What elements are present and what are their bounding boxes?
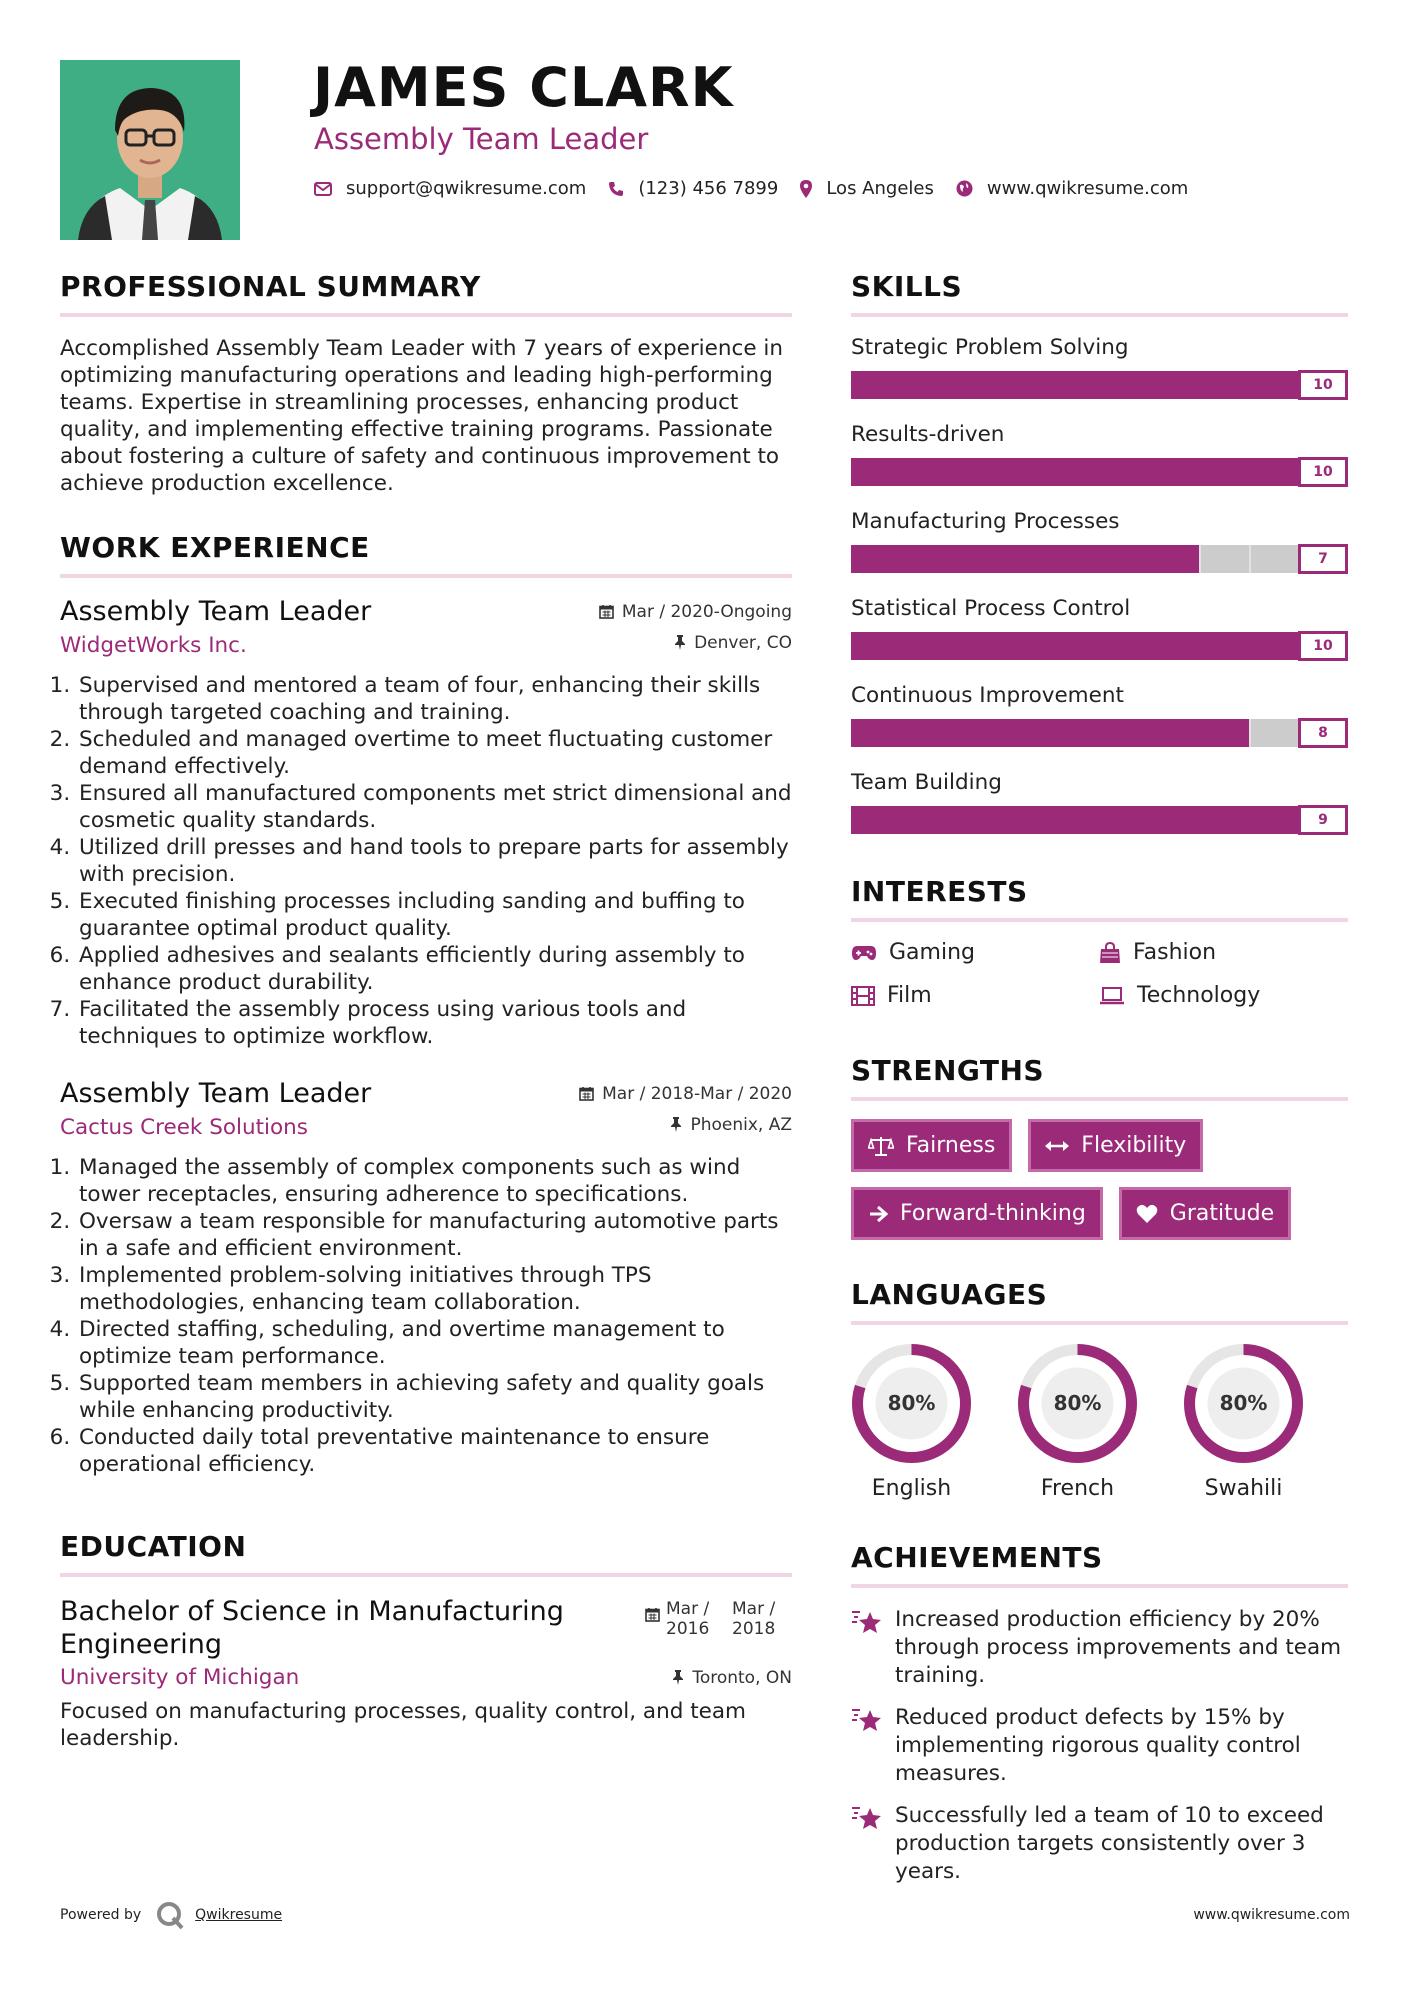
skill-bar-fill bbox=[851, 632, 1348, 660]
list-item: 1. Managed the assembly of complex components such as wind tower receptacles, ensuring adherence to specifications. bbox=[77, 1154, 792, 1208]
skill-score: 10 bbox=[1298, 457, 1348, 487]
contact-website[interactable] bbox=[956, 178, 1188, 199]
list-item: 4. Directed staffing, scheduling, and overtime management to optimize team performance. bbox=[77, 1316, 792, 1370]
skill-bar-fill bbox=[851, 458, 1348, 486]
languages-list bbox=[851, 1343, 1348, 1501]
language-gauge bbox=[1017, 1343, 1138, 1464]
globe-icon bbox=[956, 180, 973, 197]
location-text: Los Angeles bbox=[826, 178, 934, 199]
job-entry bbox=[60, 596, 792, 1050]
achievement-item: Increased production efficiency by 20% through process improvements and team training. bbox=[851, 1606, 1348, 1690]
pushpin-icon bbox=[674, 635, 686, 650]
interest-item: Fashion bbox=[1099, 940, 1347, 965]
job-dates: Mar / 2018-Mar / 2020 bbox=[579, 1084, 792, 1104]
summary-heading: PROFESSIONAL SUMMARY bbox=[60, 270, 792, 317]
left-column bbox=[60, 270, 792, 1786]
skills-list bbox=[851, 335, 1348, 835]
list-item: 7. Facilitated the assembly process using various tools and techniques to optimize workflow. bbox=[77, 996, 792, 1050]
experience-heading: WORK EXPERIENCE bbox=[60, 531, 792, 578]
language-name: English bbox=[871, 1476, 952, 1501]
achievement-item: Successfully led a team of 10 to exceed production targets consistently over 3 years. bbox=[851, 1802, 1348, 1886]
list-item: 2. Scheduled and managed overtime to meet fluctuating customer demand effectively. bbox=[77, 726, 792, 780]
right-column bbox=[851, 270, 1348, 1900]
interests-list bbox=[851, 940, 1348, 1008]
interest-item: Film bbox=[851, 983, 1099, 1008]
arrow-right-icon bbox=[868, 1205, 888, 1223]
company-name: Cactus Creek Solutions bbox=[60, 1115, 309, 1140]
envelope-icon bbox=[314, 182, 332, 196]
footer-powered-by: Powered by Qwikresume bbox=[60, 1900, 282, 1930]
school-name: University of Michigan bbox=[60, 1665, 300, 1690]
skill-bar bbox=[851, 631, 1348, 661]
strength-tag: Gratitude bbox=[1119, 1187, 1291, 1240]
shooting-star-icon bbox=[851, 1804, 883, 1832]
gauge-label: 80% bbox=[1053, 1391, 1102, 1415]
gauge-label: 80% bbox=[887, 1391, 936, 1415]
achievements-list bbox=[851, 1606, 1348, 1886]
skill-bar-fill bbox=[851, 545, 1199, 573]
phone-text: (123) 456 7899 bbox=[638, 178, 779, 199]
strength-tag: Flexibility bbox=[1028, 1119, 1203, 1172]
degree-title: Bachelor of Science in Manufacturing Engineering bbox=[60, 1596, 564, 1660]
list-item: 1. Supervised and mentored a team of four, enhancing their skills through targeted coaching and training. bbox=[77, 672, 792, 726]
skill-score: 9 bbox=[1298, 805, 1348, 835]
map-marker-icon bbox=[800, 180, 812, 198]
list-item: 4. Utilized drill presses and hand tools to prepare parts for assembly with precision. bbox=[77, 834, 792, 888]
job-location: Denver, CO bbox=[674, 633, 792, 653]
skill-score: 8 bbox=[1298, 718, 1348, 748]
education-location: Toronto, ON bbox=[672, 1668, 792, 1688]
calendar-icon bbox=[599, 604, 614, 619]
skill-bar-fill bbox=[851, 371, 1348, 399]
laptop-icon bbox=[1099, 987, 1125, 1005]
skill-name: Statistical Process Control bbox=[851, 596, 1131, 621]
gauge-label: 80% bbox=[1219, 1391, 1268, 1415]
qwikresume-logo-icon bbox=[155, 1900, 185, 1930]
language-item bbox=[1017, 1343, 1138, 1501]
contact-bar bbox=[314, 178, 1210, 199]
job-entry bbox=[60, 1078, 792, 1478]
skill-name: Strategic Problem Solving bbox=[851, 335, 1129, 360]
gamepad-icon bbox=[851, 945, 877, 961]
achievement-item: Reduced product defects by 15% by implementing rigorous quality control measures. bbox=[851, 1704, 1348, 1788]
interest-item: Technology bbox=[1099, 983, 1347, 1008]
list-item: 5. Supported team members in achieving safety and quality goals while enhancing productivity. bbox=[77, 1370, 792, 1424]
interests-heading: INTERESTS bbox=[851, 875, 1348, 922]
calendar-icon bbox=[579, 1086, 594, 1101]
phone-icon bbox=[608, 181, 624, 197]
strengths-list bbox=[851, 1119, 1348, 1240]
achievements-heading: ACHIEVEMENTS bbox=[851, 1541, 1348, 1588]
education-start: Mar / 2016 bbox=[666, 1599, 710, 1639]
education-end: Mar / 2018 bbox=[732, 1599, 776, 1639]
company-name: WidgetWorks Inc. bbox=[60, 633, 247, 658]
duty-list bbox=[60, 672, 792, 1050]
profile-photo bbox=[60, 60, 240, 240]
skill-bar bbox=[851, 370, 1348, 400]
skill-bar-fill bbox=[851, 806, 1298, 834]
heart-icon bbox=[1136, 1204, 1158, 1224]
contact-location bbox=[800, 178, 934, 199]
film-icon bbox=[851, 986, 875, 1006]
language-gauge bbox=[851, 1343, 972, 1464]
skill-name: Team Building bbox=[851, 770, 1002, 795]
calendar-icon bbox=[645, 1607, 660, 1622]
duty-list bbox=[60, 1154, 792, 1478]
skills-heading: SKILLS bbox=[851, 270, 1348, 317]
skill-bar bbox=[851, 457, 1348, 487]
pushpin-icon bbox=[670, 1117, 682, 1132]
arrows-horizontal-icon bbox=[1045, 1139, 1069, 1153]
language-name: French bbox=[1040, 1476, 1115, 1501]
strength-tag: Forward-thinking bbox=[851, 1187, 1103, 1240]
summary-text: Accomplished Assembly Team Leader with 7 years of experience in optimizing manufacturing operations and leading high-performing teams. Expertise in streamlining processes, enhancing product quality, and implementing effective training programs. Passionate about fostering a culture of safety and continuous improvement to achieve production excellence. bbox=[60, 336, 783, 496]
balance-scale-icon bbox=[868, 1135, 894, 1157]
footer-website[interactable]: www.qwikresume.com bbox=[1193, 1907, 1350, 1923]
skill-name: Continuous Improvement bbox=[851, 683, 1124, 708]
skill-bar bbox=[851, 805, 1348, 835]
language-name: Swahili bbox=[1204, 1476, 1283, 1501]
skill-bar-fill bbox=[851, 719, 1249, 747]
list-item: 3. Implemented problem-solving initiatives through TPS methodologies, enhancing team collaboration. bbox=[77, 1262, 792, 1316]
job-title: Assembly Team Leader bbox=[60, 1078, 372, 1109]
email-text: support@qwikresume.com bbox=[346, 178, 587, 199]
list-item: 5. Executed finishing processes including sanding and buffing to guarantee optimal product quality. bbox=[77, 888, 792, 942]
shooting-star-icon bbox=[851, 1706, 883, 1734]
skill-bar bbox=[851, 544, 1348, 574]
education-heading: EDUCATION bbox=[60, 1530, 792, 1577]
education-description: Focused on manufacturing processes, quality control, and team leadership. bbox=[60, 1699, 746, 1751]
website-text: www.qwikresume.com bbox=[986, 178, 1189, 199]
education-dates bbox=[645, 1599, 792, 1639]
language-item bbox=[851, 1343, 972, 1501]
list-item: 3. Ensured all manufactured components met strict dimensional and cosmetic quality standards. bbox=[77, 780, 792, 834]
strengths-heading: STRENGTHS bbox=[851, 1054, 1348, 1101]
list-item: 6. Applied adhesives and sealants efficiently during assembly to enhance product durability. bbox=[77, 942, 792, 996]
skill-score: 7 bbox=[1298, 544, 1348, 574]
language-item bbox=[1183, 1343, 1304, 1501]
language-gauge bbox=[1183, 1343, 1304, 1464]
pushpin-icon bbox=[672, 1670, 684, 1685]
list-item: 2. Oversaw a team responsible for manufacturing automotive parts in a safe and efficient environment. bbox=[77, 1208, 792, 1262]
candidate-name: JAMES CLARK bbox=[313, 56, 734, 119]
interest-item: Gaming bbox=[851, 940, 1099, 965]
job-location: Phoenix, AZ bbox=[670, 1115, 792, 1135]
list-item: 6. Conducted daily total preventative maintenance to ensure operational efficiency. bbox=[77, 1424, 792, 1478]
brand-link[interactable]: Qwikresume bbox=[195, 1907, 283, 1923]
contact-email[interactable] bbox=[314, 178, 586, 199]
skill-score: 10 bbox=[1298, 631, 1348, 661]
skill-bar bbox=[851, 718, 1348, 748]
avatar-illustration bbox=[60, 60, 240, 240]
skill-name: Manufacturing Processes bbox=[851, 509, 1120, 534]
job-title: Assembly Team Leader bbox=[60, 596, 372, 627]
shopping-bag-icon bbox=[1099, 942, 1121, 964]
skill-name: Results-driven bbox=[851, 422, 1005, 447]
candidate-title: Assembly Team Leader bbox=[314, 122, 649, 156]
contact-phone[interactable] bbox=[608, 178, 778, 199]
skill-score: 10 bbox=[1298, 370, 1348, 400]
languages-heading: LANGUAGES bbox=[851, 1278, 1348, 1325]
strength-tag: Fairness bbox=[851, 1119, 1012, 1172]
job-dates: Mar / 2020-Ongoing bbox=[599, 602, 792, 622]
shooting-star-icon bbox=[851, 1608, 883, 1636]
